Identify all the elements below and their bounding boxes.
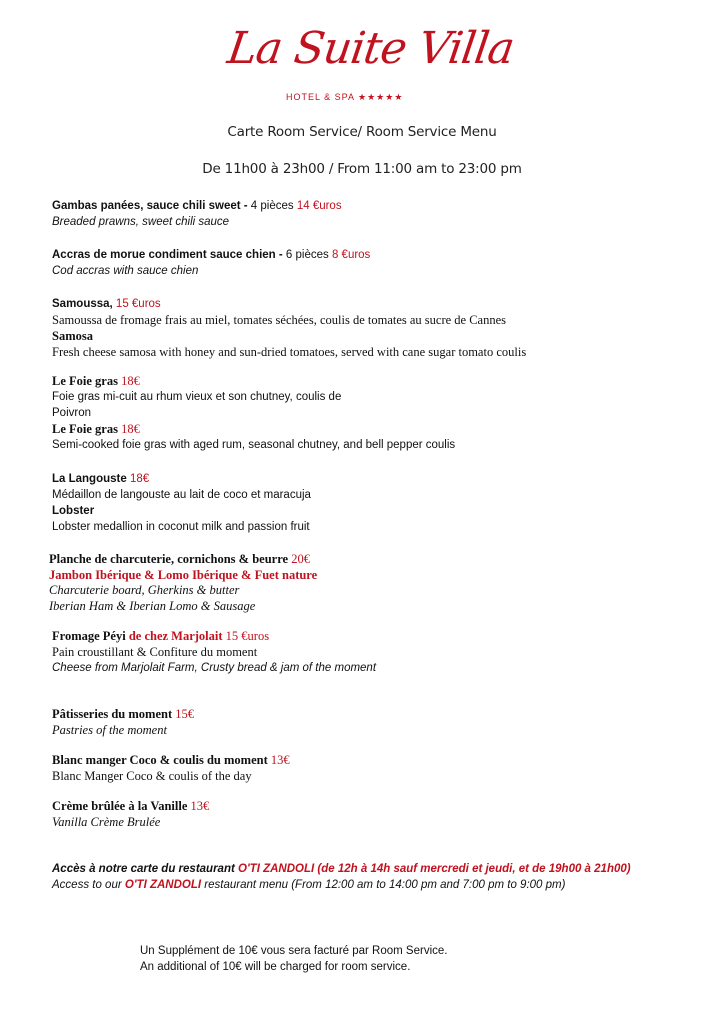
restaurant-access-fr — [52, 861, 631, 877]
page-title: Carte Room Service/ Room Service Menu — [227, 124, 497, 140]
item-english: Breaded prawns, sweet chili sauce — [52, 216, 230, 228]
hotel-logo — [224, 14, 517, 109]
item-english-cont: Iberian Ham & Iberian Lomo & Sausage — [49, 599, 256, 613]
item-name: Fromage Péyi — [52, 629, 126, 643]
restaurant-prefix-en: Access to our — [52, 879, 125, 891]
menu-item-blanc-manger — [52, 752, 290, 768]
item-quantity: 6 pièces — [282, 249, 332, 261]
item-english: Pastries of the moment — [52, 723, 167, 737]
item-name: Planche de charcuterie, cornichons & beurre — [49, 552, 289, 566]
item-name: Blanc manger Coco & coulis du moment — [52, 753, 268, 767]
item-french: Samoussa de fromage frais au miel, tomates séchées, coulis de tomates au sucre de Cannes — [52, 313, 507, 327]
item-price: 15 €uros — [222, 629, 270, 643]
item-french: Pain croustillant & Confiture du moment — [52, 645, 258, 659]
item-price: 13€ — [187, 799, 210, 813]
item-price: 18€ — [117, 422, 140, 436]
item-name: Crème brûlée à la Vanille — [52, 799, 188, 813]
item-name: Le Foie gras — [52, 374, 118, 388]
item-price: 14 €uros — [296, 200, 342, 212]
item-name-red: de chez Marjolait — [125, 629, 223, 643]
item-english: Cheese from Marjolait Farm, Crusty bread & jam of the moment — [52, 662, 377, 674]
supplement-fr: Un Supplément de 10€ vous sera facturé par Room Service. — [140, 945, 448, 957]
item-english: Cod accras with sauce chien — [52, 265, 199, 277]
item-english: Blanc Manger Coco & coulis of the day — [52, 769, 252, 783]
item-subtitle: Jambon Ibérique & Lomo Ibérique & Fuet nature — [49, 568, 318, 582]
item-name: Gambas panées, sauce chili sweet - — [52, 200, 248, 212]
item-price: 13€ — [267, 753, 290, 767]
logo-subtitle-text: HOTEL & SPA — [286, 92, 355, 102]
item-name: La Langouste — [52, 473, 127, 485]
logo-script: La Suite Villa — [224, 23, 517, 74]
item-english-header — [52, 421, 140, 437]
restaurant-name: O'TI ZANDOLI — [124, 879, 202, 891]
item-english-name: Le Foie gras — [52, 422, 118, 436]
logo-subtitle — [286, 92, 403, 103]
item-english-name: Samosa — [52, 329, 93, 343]
item-price: 18€ — [126, 473, 150, 485]
menu-item-foie-gras — [52, 373, 140, 389]
item-name: Pâtisseries du moment — [52, 707, 173, 721]
item-french: Médaillon de langouste au lait de coco et maracuja — [52, 489, 311, 501]
restaurant-suffix-en: restaurant menu (From 12:00 am to 14:00 pm and 7:00 pm to 9:00 pm) — [201, 879, 566, 891]
item-name: Accras de morue condiment sauce chien - — [52, 249, 283, 261]
restaurant-prefix: Accès à notre carte du restaurant — [52, 863, 238, 875]
menu-item-langouste — [52, 471, 149, 487]
item-price: 18€ — [117, 374, 140, 388]
item-price: 8 €uros — [331, 249, 371, 261]
item-english: Semi-cooked foie gras with aged rum, seasonal chutney, and bell pepper coulis — [52, 439, 456, 451]
item-english: Charcuterie board, Gherkins & butter — [49, 583, 240, 597]
item-price: 15€ — [172, 707, 194, 721]
item-price: 20€ — [288, 552, 310, 566]
item-english-name: Lobster — [52, 505, 95, 517]
menu-item-patisseries — [52, 706, 194, 722]
item-english: Lobster medallion in coconut milk and passion fruit — [52, 521, 310, 533]
restaurant-access-en — [52, 877, 565, 893]
supplement-en: An additional of 10€ will be charged for room service. — [140, 961, 411, 973]
item-english: Fresh cheese samosa with honey and sun-dried tomatoes, served with cane sugar tomato coulis — [52, 345, 527, 359]
menu-item-fromage — [52, 628, 269, 644]
menu-item-planche — [49, 551, 310, 567]
logo-stars: ★★★★★ — [358, 92, 404, 102]
item-quantity: 4 pièces — [247, 200, 297, 212]
item-price: 15 €uros — [112, 298, 161, 310]
item-french-cont: Poivron — [52, 407, 91, 419]
item-english: Vanilla Crème Brulée — [52, 815, 161, 829]
menu-item-creme-brulee — [52, 798, 209, 814]
item-name: Samoussa, — [52, 298, 113, 310]
service-hours: De 11h00 à 23h00 / From 11:00 am to 23:00 pm — [202, 161, 522, 177]
menu-item-accras — [52, 247, 370, 263]
menu-item-samoussa — [52, 296, 161, 312]
menu-item-gambas — [52, 198, 342, 214]
restaurant-hours: O'TI ZANDOLI (de 12h à 14h sauf mercredi et jeudi, et de 19h00 à 21h00) — [238, 863, 631, 875]
item-french: Foie gras mi-cuit au rhum vieux et son chutney, coulis de — [52, 391, 342, 403]
